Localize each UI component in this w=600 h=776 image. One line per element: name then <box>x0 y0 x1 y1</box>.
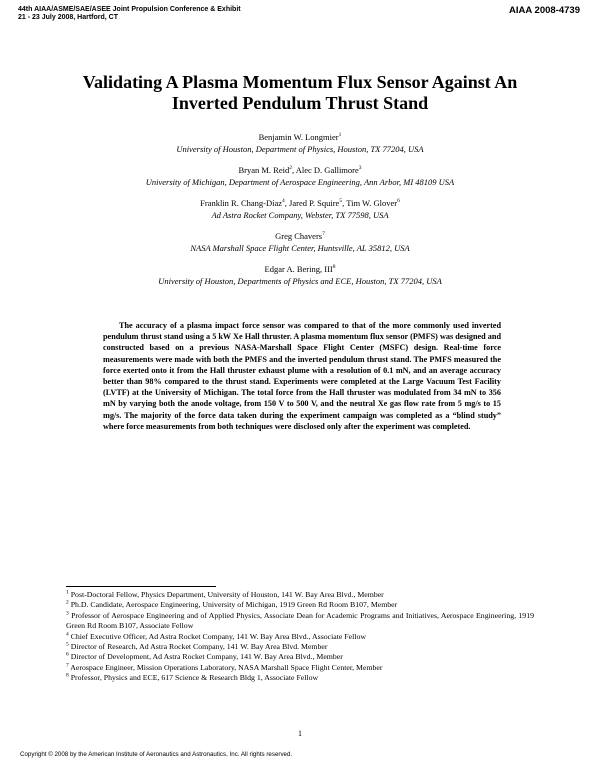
author-group <box>40 197 560 221</box>
author-name: Franklin R. Chang-Díaz <box>200 198 283 208</box>
conference-header <box>18 6 241 22</box>
footnote <box>66 642 534 652</box>
footnote-text: Director of Research, Ad Astra Rocket Company, 141 W. Bay Area Blvd. Member <box>70 642 328 652</box>
author-footnote-marker: 5 <box>339 198 343 205</box>
footnote-number: 4 <box>66 631 69 638</box>
page-number: 1 <box>298 729 302 738</box>
paper-id: AIAA 2008-4739 <box>509 5 580 16</box>
footnote-divider <box>66 586 216 587</box>
paper-title <box>60 72 540 114</box>
author-names <box>40 164 560 176</box>
footnote <box>66 590 534 600</box>
author-block <box>40 131 560 296</box>
author-name: Edgar A. Bering, III <box>264 264 333 274</box>
author-affiliation: University of Houston, Department of Physics, Houston, TX 77204, USA <box>176 144 424 154</box>
footnote <box>66 611 534 632</box>
footnote-text: Director of Development, Ad Astra Rocket Company, 141 W. Bay Area Blvd., Member <box>70 652 343 662</box>
author-footnote-marker: 8 <box>332 264 336 271</box>
footnotes <box>66 590 534 684</box>
author-separator: , <box>284 198 290 208</box>
author-names <box>40 197 560 209</box>
author-name: Jared P. Squire <box>289 198 340 208</box>
author-footnote-marker: 7 <box>322 231 325 238</box>
author-name: Alec D. Gallimore <box>295 165 359 175</box>
author-footnote-marker: 3 <box>358 165 362 172</box>
abstract: The accuracy of a plasma impact force sensor was compared to that of the more commonly used inverted pendulum thrust stand using a 5 kW Xe Hall thruster. A plasma momentum flux sensor (PMFS) was designed and constructed based on a previous NASA-Marshall Space Flight Center (MSFC) design. Real-time force measurements were made with both the PMFS and the inverted pendulum thrust stand. The PMFS measured the force exerted onto it from the Hall thruster exhaust plume with a resolution of 0.1 mN, and an average accuracy better than 98% compared to the thrust stand. Experiments were completed at the Large Vacuum Test Facility (LVTF) at the University of Michigan. The total force from the Hall thruster was modulated from 34 mN to 356 mN by varying both the anode voltage, from 150 V to 500 V, and the neutral Xe gas flow rate from 5 mg/s to 15 mg/s. The majority of the force data taken during the experiment campaign was completed as a “blind study” where force measurements from both techniques were disclosed only after the experiment was completed. <box>103 321 501 431</box>
footnote-number: 2 <box>66 599 69 606</box>
author-name: Tim W. Glover <box>346 198 398 208</box>
author-footnote-marker: 2 <box>289 165 292 172</box>
footnote-number: 8 <box>66 672 69 679</box>
conference-date-location: 21 - 23 July 2008, Hartford, CT <box>18 14 118 21</box>
footnote-text: Post-Doctoral Fellow, Physics Department, University of Houston, 141 W. Bay Area Blvd., Member <box>70 590 384 599</box>
footnote-number: 5 <box>66 641 69 648</box>
author-group <box>40 230 560 254</box>
title-line-2: Inverted Pendulum Thrust Stand <box>171 93 429 113</box>
footnote-text: Chief Executive Officer, Ad Astra Rocket Company, 141 W. Bay Area Blvd., Associate Fellow <box>70 631 366 641</box>
footnote-text: Professor, Physics and ECE, 617 Science & Research Bldg 1, Associate Fellow <box>70 673 319 683</box>
footnote <box>66 663 534 673</box>
footnote-text: Professor of Aerospace Engineering and of Applied Physics, Associate Dean for Academic Programs and Initiatives, Aerospace Engineering, 1919 Green Rd Room B107, Associate Fellow <box>66 610 534 631</box>
author-name: Benjamin W. Longmier <box>258 132 339 142</box>
author-affiliation: Ad Astra Rocket Company, Webster, TX 77598, USA <box>211 210 389 220</box>
author-name: Greg Chavers <box>275 231 323 241</box>
author-names <box>40 230 560 242</box>
footnote-number: 1 <box>66 589 69 596</box>
footnote-text: Ph.D. Candidate, Aerospace Engineering, University of Michigan, 1919 Green Rd Room B107, Member <box>70 600 398 610</box>
author-affiliation: University of Michigan, Department of Aerospace Engineering, Ann Arbor, MI 48109 USA <box>145 177 455 187</box>
author-names <box>40 263 560 275</box>
author-group <box>40 263 560 287</box>
author-footnote-marker: 6 <box>397 198 400 205</box>
footnote-text: Aerospace Engineer, Mission Operations Laboratory, NASA Marshall Space Flight Center, Member <box>70 662 383 672</box>
author-separator: , <box>291 165 296 175</box>
author-group <box>40 131 560 155</box>
author-affiliation: NASA Marshall Space Flight Center, Huntsville, AL 35812, USA <box>190 243 410 253</box>
author-group <box>40 164 560 188</box>
footnote-number: 6 <box>66 651 69 658</box>
conference-name: 44th AIAA/ASME/SAE/ASEE Joint Propulsion Conference & Exhibit <box>18 6 241 13</box>
title-line-1: Validating A Plasma Momentum Flux Sensor Against An <box>82 72 518 92</box>
footnote <box>66 632 534 642</box>
footnote-number: 7 <box>66 662 69 669</box>
author-footnote-marker: 4 <box>282 198 285 205</box>
author-separator: , <box>342 198 347 208</box>
author-names <box>40 131 560 143</box>
author-affiliation: University of Houston, Departments of Physics and ECE, Houston, TX 77204, USA <box>158 276 442 286</box>
footnote <box>66 652 534 662</box>
author-name: Bryan M. Reid <box>238 165 290 175</box>
author-footnote-marker: 1 <box>338 132 342 139</box>
footnote <box>66 600 534 610</box>
footnote-number: 3 <box>66 610 69 617</box>
copyright-notice: Copyright © 2008 by the American Institute of Aeronautics and Astronautics, Inc. All rights reserved. <box>20 751 293 758</box>
footnote <box>66 673 534 683</box>
